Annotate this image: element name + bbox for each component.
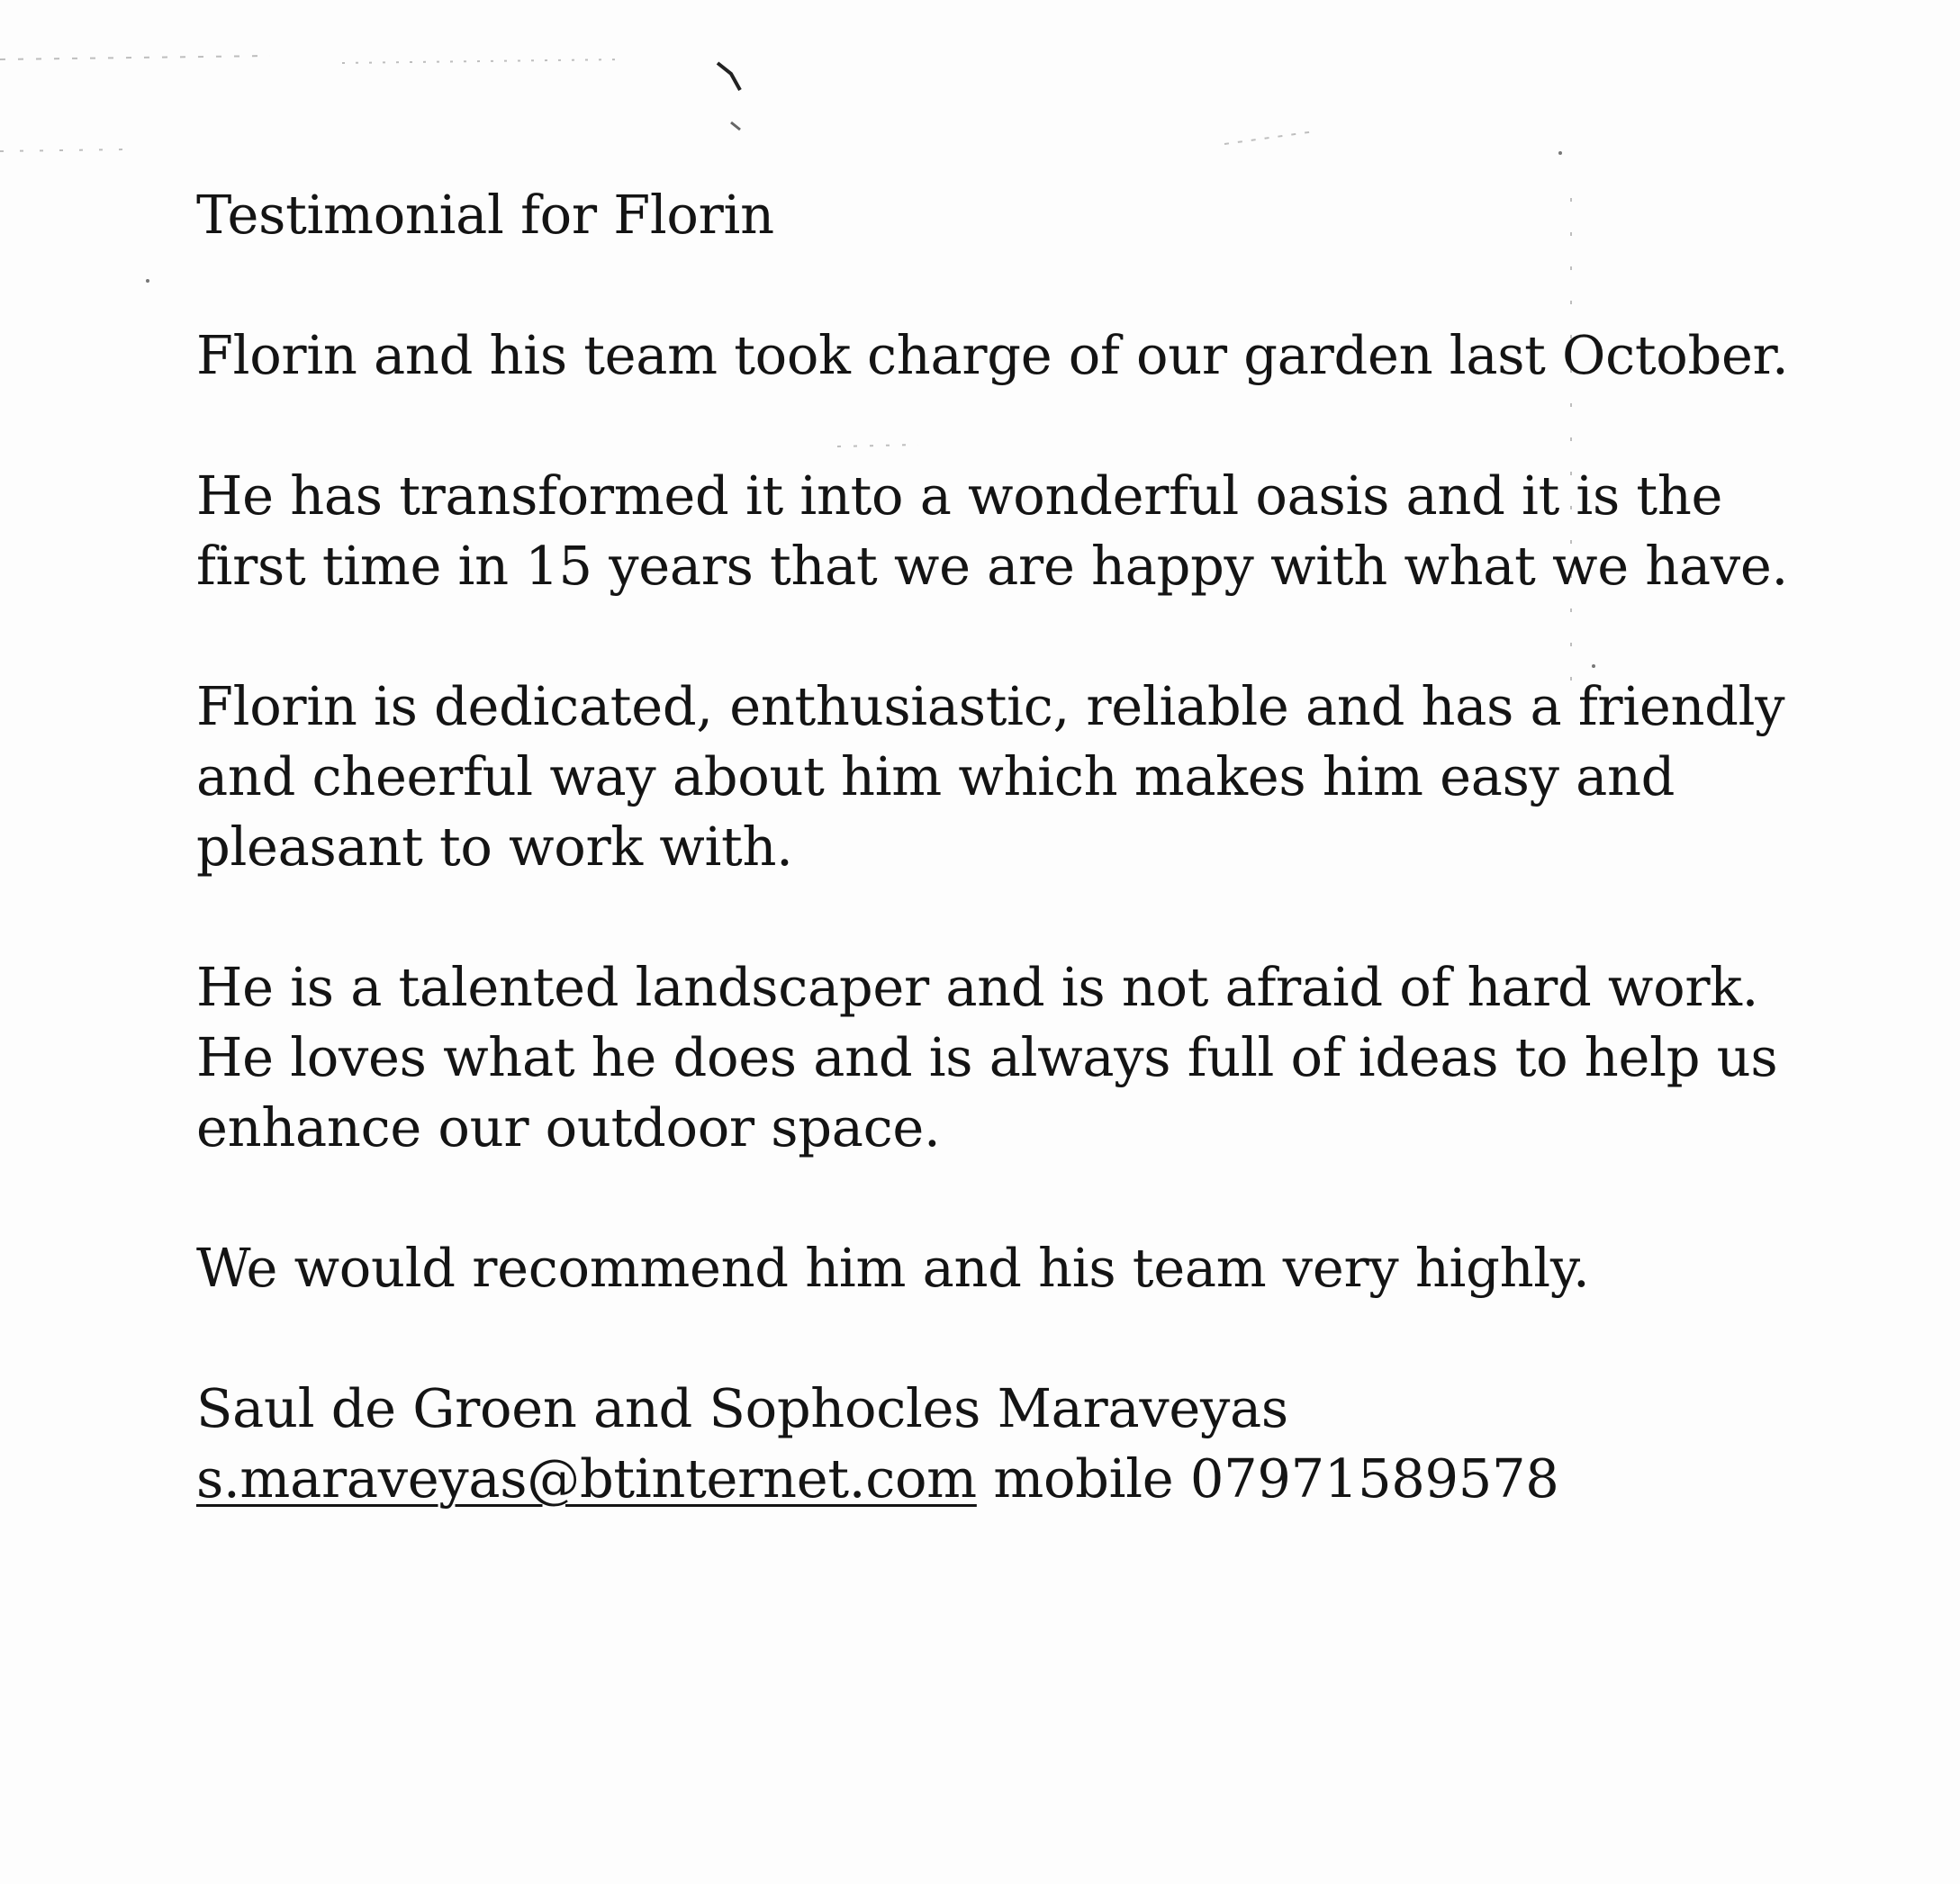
mobile-number: 07971589578 bbox=[1189, 1447, 1559, 1510]
paragraph-line: Florin is dedicated, enthusiastic, reliable and has a friendly bbox=[196, 675, 1785, 737]
contact-line bbox=[196, 1444, 1799, 1514]
paragraph-2 bbox=[196, 461, 1799, 601]
letter-title: Testimonial for Florin bbox=[196, 184, 774, 246]
mobile-label: mobile bbox=[993, 1447, 1174, 1510]
paragraph-1 bbox=[196, 320, 1799, 391]
signature-block bbox=[196, 1374, 1799, 1514]
paragraph-line: Florin and his team took charge of our garden last October. bbox=[196, 324, 1789, 386]
paragraph-line: pleasant to work with. bbox=[196, 816, 793, 878]
paragraph-line: enhance our outdoor space. bbox=[196, 1096, 941, 1158]
paragraph-line: first time in 15 years that we are happy with what we have. bbox=[196, 535, 1788, 597]
paragraph-3 bbox=[196, 672, 1799, 882]
paragraph-line: We would recommend him and his team very highly. bbox=[196, 1237, 1590, 1299]
paragraph-line: He loves what he does and is always full of ideas to help us bbox=[196, 1026, 1778, 1088]
paragraph-line: He is a talented landscaper and is not afraid of hard work. bbox=[196, 956, 1759, 1018]
signature-names: Saul de Groen and Sophocles Maraveyas bbox=[196, 1377, 1288, 1439]
paragraph-4 bbox=[196, 952, 1799, 1163]
paragraph-line: and cheerful way about him which makes him easy and bbox=[196, 745, 1675, 807]
paragraph-line: He has transformed it into a wonderful oasis and it is the bbox=[196, 464, 1723, 527]
paragraph-5 bbox=[196, 1233, 1799, 1303]
email-link[interactable]: s.maraveyas@btinternet.com bbox=[196, 1447, 977, 1510]
letter-body bbox=[196, 180, 1799, 1514]
